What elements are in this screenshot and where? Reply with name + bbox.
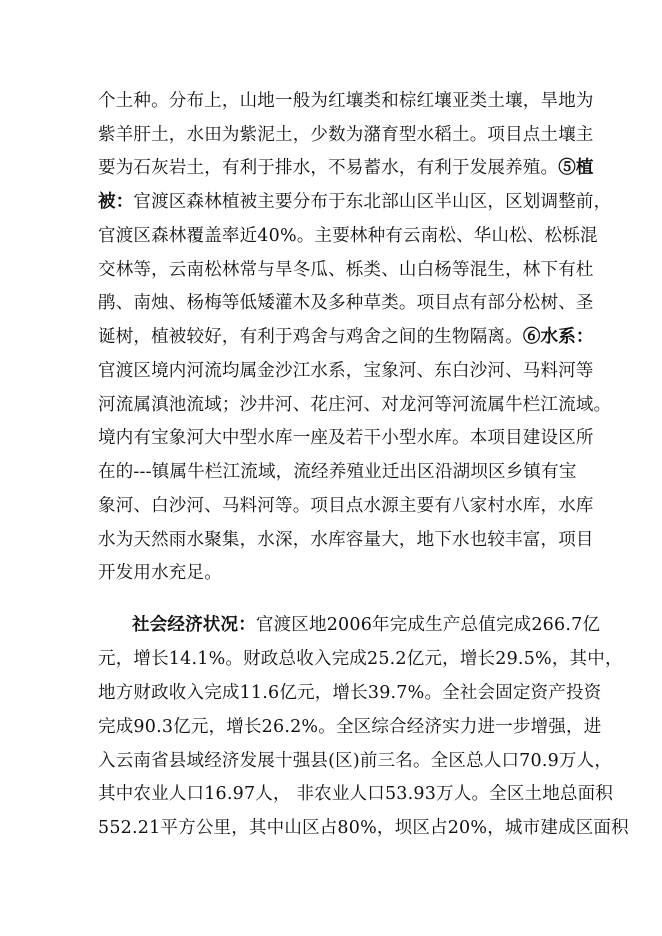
section-marker-vegetation-end: 被： [98, 192, 134, 212]
text-line: 被：官渡区森林植被主要分布于东北部山区半山区，区划调整前， [98, 192, 612, 212]
text-line: 在的---镇属牛栏江流域，流经养殖业迁出区沿湖坝区乡镇有宝 [98, 462, 577, 482]
text-line: 元，增长14.1%。财政总收入完成25.2亿元，增长29.5%，其中， [98, 649, 623, 669]
text-line: 紫羊肝土，水田为紫泥土，少数为潴育型水稻土。项目点土壤主 [98, 125, 594, 145]
text-line: 552.21平方公里，其中山区占80%，坝区占20%，城市建成区面积 [98, 818, 629, 838]
section-marker-water: ⑥水系： [522, 327, 594, 347]
text-line: 官渡区森林覆盖率近40%。主要林种有云南松、华山松、松栎混 [98, 226, 598, 246]
section-marker-vegetation: ⑤植 [558, 158, 594, 178]
text-line: 其中农业人口16.97人， 非农业人口53.93万人。全区土地总面积 [98, 784, 614, 804]
text-line: 诞树，植被较好，有利于鸡舍与鸡舍之间的生物隔离。⑥水系： [98, 327, 594, 347]
text-line: 开发用水充足。 [98, 563, 222, 583]
text-line: 完成90.3亿元，增长26.2%。全区综合经济实力进一步增强，进 [98, 717, 602, 737]
text-line: 入云南省县域经济发展十强县(区)前三名。全区总人口70.9万人， [98, 751, 613, 771]
text-line: 河流属滇池流域；沙井河、花庄河、对龙河等河流属牛栏江流域。 [98, 395, 612, 415]
text-line: 交林等，云南松林常与旱冬瓜、栎类、山白杨等混生，林下有杜 [98, 260, 594, 280]
text-line: 鹃、南烛、杨梅等低矮灌木及多种草类。项目点有部分松树、圣 [98, 293, 594, 313]
text-line: 象河、白沙河、马料河等。项目点水源主要有八家村水库，水库 [98, 496, 594, 516]
text-line: 水为天然雨水聚集，水深，水库容量大，地下水也较丰富，项目 [98, 530, 594, 550]
text-line: 社会经济状况：官渡区地2006年完成生产总值完成266.7亿 [132, 615, 601, 635]
text-line: 个土种。分布上，山地一般为红壤类和棕红壤亚类土壤，旱地为 [98, 91, 594, 111]
text-line: 要为石灰岩土，有利于排水，不易蓄水，有利于发展养殖。⑤植 [98, 158, 594, 178]
text-line: 地方财政收入完成11.6亿元，增长39.7%。全社会固定资产投资 [98, 683, 602, 703]
text-line: 境内有宝象河大中型水库一座及若干小型水库。本项目建设区所 [98, 428, 594, 448]
text-line: 官渡区境内河流均属金沙江水系，宝象河、东白沙河、马料河等 [98, 361, 594, 381]
section-heading-socioeconomic: 社会经济状况： [132, 615, 256, 635]
